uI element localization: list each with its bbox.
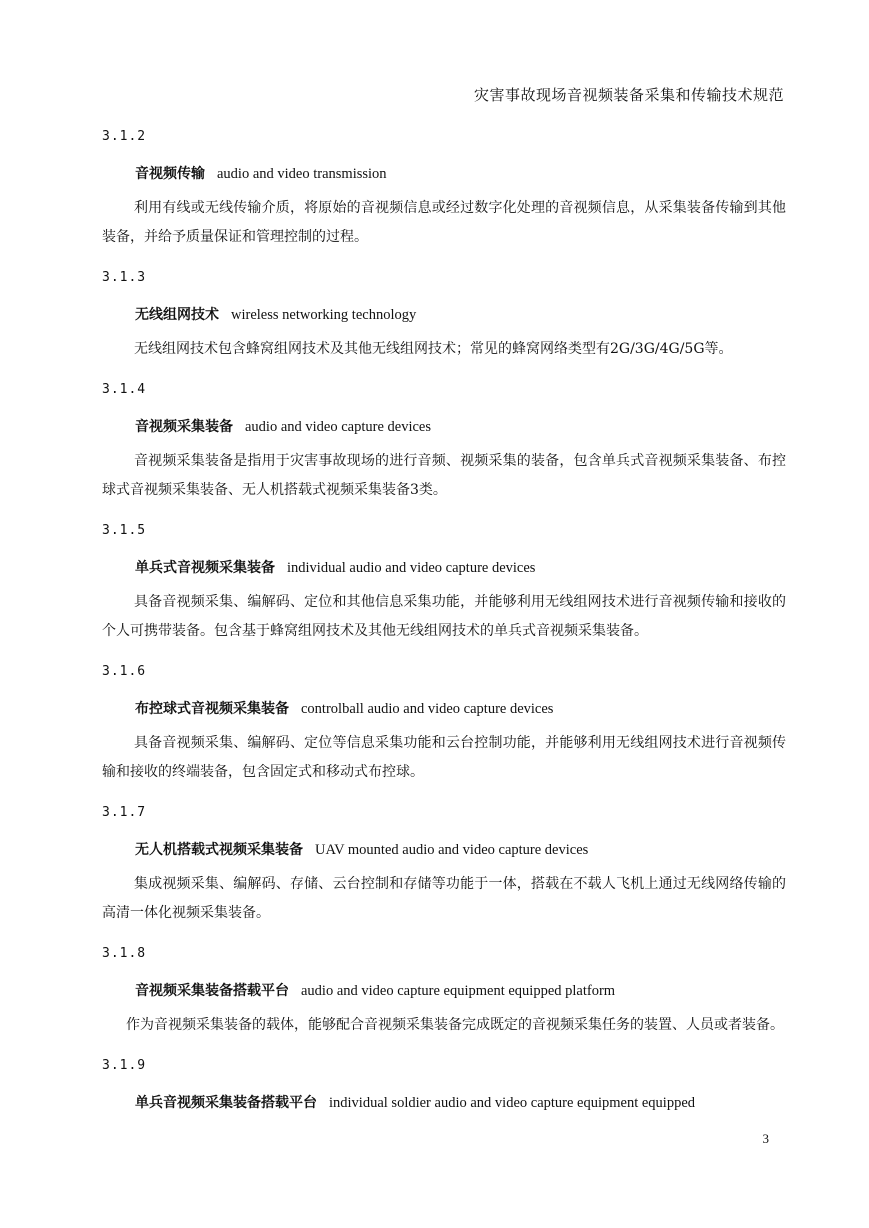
term-english: audio and video capture equipment equipped platform — [301, 983, 616, 999]
clause-3-1-3 — [102, 265, 786, 377]
term-english: wireless networking technology — [231, 307, 417, 323]
term-definition: 利用有线或无线传输介质，将原始的音视频信息或经过数字化处理的音视频信息，从采集装备传输到其他装备，并给予质量保证和管理控制的过程。 — [102, 200, 786, 245]
term-chinese: 无线组网技术 — [135, 307, 219, 323]
term-definition: 具备音视频采集、编解码、定位等信息采集功能和云台控制功能，并能够利用无线组网技术进行音视频传输和接收的终端装备，包含固定式和移动式布控球。 — [102, 735, 786, 780]
term-definition: 作为音视频采集装备的载体，能够配合音视频采集装备完成既定的音视频采集任务的装置、人员或者装备。 — [126, 1017, 784, 1033]
clause-number: 3.1.9 — [102, 1058, 147, 1073]
term-english: individual audio and video capture devices — [287, 560, 536, 576]
term-chinese: 音视频采集装备 — [135, 419, 233, 435]
term-definition: 无线组网技术包含蜂窝组网技术及其他无线组网技术；常见的蜂窝网络类型有2G/3G/4G/5G等。 — [134, 341, 733, 357]
clause-number: 3.1.8 — [102, 946, 147, 961]
clause-3-1-5 — [102, 518, 786, 659]
term-definition: 具备音视频采集、编解码、定位和其他信息采集功能，并能够利用无线组网技术进行音视频传输和接收的个人可携带装备。包含基于蜂窝组网技术及其他无线组网技术的单兵式音视频采集装备。 — [102, 594, 786, 639]
clause-number: 3.1.4 — [102, 382, 147, 397]
term-definition: 音视频采集装备是指用于灾害事故现场的进行音频、视频采集的装备，包含单兵式音视频采集装备、布控球式音视频采集装备、无人机搭载式视频采集装备3类。 — [102, 453, 786, 498]
term-definition: 集成视频采集、编解码、存储、云台控制和存储等功能于一体，搭载在不载人飞机上通过无线网络传输的高清一体化视频采集装备。 — [102, 876, 786, 921]
clause-3-1-2 — [102, 124, 786, 265]
term-heading — [102, 1093, 786, 1123]
clause-3-1-8 — [102, 941, 786, 1053]
term-heading — [102, 981, 786, 1011]
term-chinese: 无人机搭载式视频采集装备 — [135, 842, 303, 858]
term-chinese: 布控球式音视频采集装备 — [135, 701, 289, 717]
term-heading — [102, 699, 786, 729]
term-heading — [102, 305, 786, 335]
term-english: controlball audio and video capture devices — [301, 701, 554, 717]
term-english: UAV mounted audio and video capture devices — [315, 842, 589, 858]
term-chinese: 音视频采集装备搭载平台 — [135, 983, 289, 999]
clause-number: 3.1.3 — [102, 270, 147, 285]
running-header: 灾害事故现场音视频装备采集和传输技术规范 — [473, 86, 784, 104]
document-body — [102, 124, 786, 1123]
clause-3-1-4 — [102, 377, 786, 518]
term-heading — [102, 417, 786, 447]
clause-number: 3.1.5 — [102, 523, 147, 538]
page-number: 3 — [762, 1131, 769, 1146]
clause-number: 3.1.6 — [102, 664, 147, 679]
term-heading — [102, 840, 786, 870]
clause-3-1-7 — [102, 800, 786, 941]
term-english: individual soldier audio and video capture equipment equipped — [329, 1095, 696, 1111]
clause-number: 3.1.7 — [102, 805, 147, 820]
term-heading — [102, 164, 786, 194]
clause-3-1-9 — [102, 1053, 786, 1123]
clause-3-1-6 — [102, 659, 786, 800]
term-chinese: 单兵音视频采集装备搭载平台 — [135, 1095, 317, 1111]
term-english: audio and video capture devices — [245, 419, 432, 435]
term-chinese: 单兵式音视频采集装备 — [135, 560, 275, 576]
term-chinese: 音视频传输 — [135, 166, 205, 182]
term-english: audio and video transmission — [217, 166, 387, 182]
clause-number: 3.1.2 — [102, 129, 147, 144]
term-heading — [102, 558, 786, 588]
